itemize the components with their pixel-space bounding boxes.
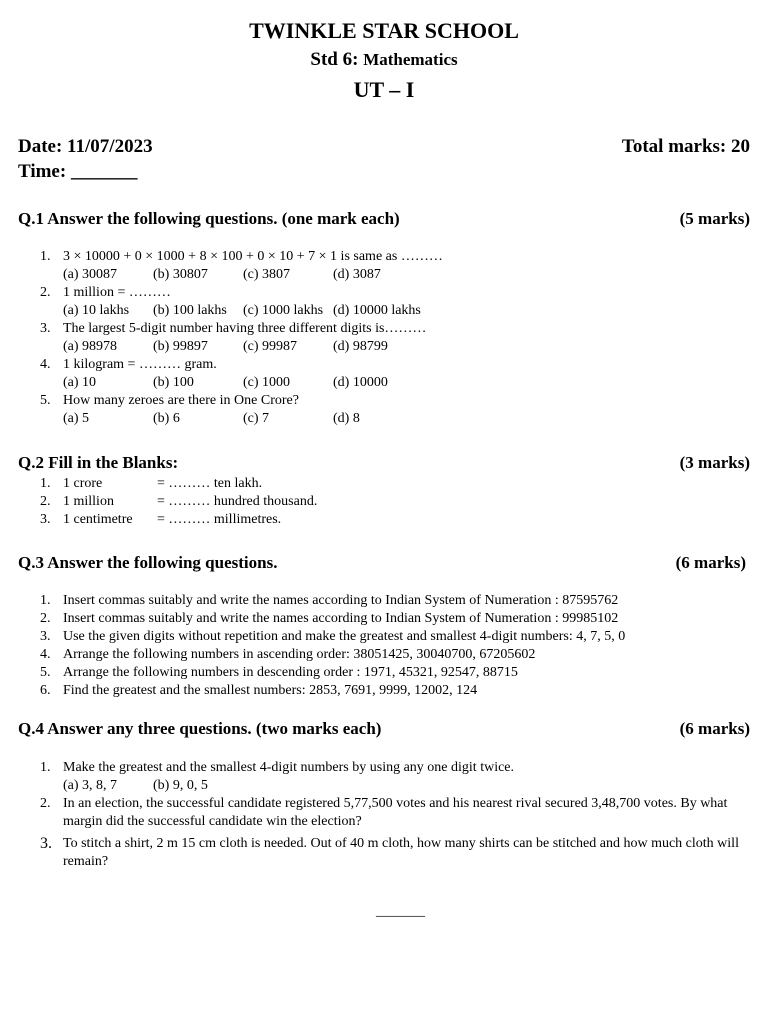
q3-list [18,592,625,700]
question-text: Insert commas suitably and write the names according to Indian System of Numeration : 87595762 [63,593,619,608]
q4-item-3 [18,835,763,871]
options-row [63,777,763,795]
question-text: To stitch a shirt, 2 m 15 cm cloth is needed. Out of 40 m cloth, how many shirts can be stitched and how much cloth will remain? [63,836,739,869]
item-number: 2. [40,611,51,626]
item-number: 2. [40,796,51,811]
option: (c) 99987 [243,339,298,354]
q4-list [18,759,763,871]
blank-text: = ……… ten lakh. [157,476,263,491]
question-text: Arrange the following numbers in descending order : 1971, 45321, 92547, 88715 [63,665,518,680]
option: (b) 30807 [153,267,208,282]
options-row [63,338,443,356]
q3-item-2 [18,610,625,628]
q1-heading [18,209,750,229]
item-number: 1. [40,476,51,491]
q2-item-3 [18,511,317,529]
option: (a) 5 [63,411,90,426]
q2-item-2 [18,493,317,511]
option: (a) 98978 [63,339,118,354]
q3-title: Q.3 Answer the following questions. [18,553,278,572]
subject-line [0,49,768,71]
option: (b) 9, 0, 5 [153,778,208,793]
item-number: 3. [40,629,51,644]
q2-item-1 [18,475,317,493]
question-text: Find the greatest and the smallest numbers: 2853, 7691, 9999, 12002, 124 [63,683,478,698]
option: (c) 3807 [243,267,291,282]
item-number: 4. [40,647,51,662]
question-text: In an election, the successful candidate registered 5,77,500 votes and his nearest rival secured 3,48,700 votes. By what margin did the successful candidate win the election? [63,796,728,829]
q2-marks: (3 marks) [679,453,750,472]
option: (b) 99897 [153,339,208,354]
options-row [63,302,443,320]
item-number: 3. [40,512,51,527]
end-line: _______ [376,904,425,919]
q3-marks: (6 marks) [675,553,746,572]
q4-item-2 [18,795,763,831]
total-marks: Total marks: 20 [621,136,750,157]
item-number: 1. [40,249,51,264]
q4-marks: (6 marks) [679,719,750,738]
option: (a) 30087 [63,267,118,282]
school-name: TWINKLE STAR SCHOOL [249,18,519,43]
question-text: Arrange the following numbers in ascending order: 38051425, 30040700, 67205602 [63,647,536,662]
std-label: Std 6: [310,49,359,70]
item-number: 5. [40,393,51,408]
option: (d) 3087 [333,267,381,282]
option: (c) 1000 [243,375,291,390]
question-text: 1 million = ……… [63,285,171,300]
q2-title: Q.2 Fill in the Blanks: [18,453,179,472]
option: (c) 7 [243,411,270,426]
item-number: 2. [40,285,51,300]
q2-list [18,475,317,529]
question-text: Use the given digits without repetition and make the greatest and smallest 4-digit numbers: 4, 7, 5, 0 [63,629,626,644]
item-number: 2. [40,494,51,509]
question-text: 1 kilogram = ……… gram. [63,357,217,372]
q3-item-5 [18,664,625,682]
option: (d) 10000 lakhs [333,303,421,318]
q1-list [18,248,443,428]
blank-term: 1 million [63,494,114,509]
item-number: 3. [40,321,51,336]
blank-term: 1 centimetre [63,512,133,527]
option: (b) 100 lakhs [153,303,227,318]
q4-item-1 [18,759,763,795]
blank-text: = ……… hundred thousand. [157,494,318,509]
q1-item-4 [18,356,443,392]
option: (d) 10000 [333,375,388,390]
q1-title: Q.1 Answer the following questions. (one mark each) [18,209,400,228]
option: (c) 1000 lakhs [243,303,324,318]
q3-heading [18,553,746,573]
q3-item-1 [18,592,625,610]
question-text: The largest 5-digit number having three different digits is……… [63,321,427,336]
item-number: 5. [40,665,51,680]
q4-heading [18,719,750,739]
blank-term: 1 crore [63,476,103,491]
option: (a) 10 lakhs [63,303,130,318]
option: (b) 100 [153,375,194,390]
option: (a) 10 [63,375,97,390]
question-text: How many zeroes are there in One Crore? [63,393,299,408]
option: (b) 6 [153,411,180,426]
item-number: 1. [40,593,51,608]
item-number: 1. [40,760,51,775]
exam-date: Date: 11/07/2023 [18,136,153,157]
exam-time: Time: _______ [18,161,138,182]
q1-marks: (5 marks) [679,209,750,228]
q3-item-6 [18,682,625,700]
item-number: 6. [40,683,51,698]
q3-item-3 [18,628,625,646]
blank-text: = ……… millimetres. [157,512,282,527]
item-number: 3. [40,835,52,852]
q1-item-2 [18,284,443,320]
options-row [63,266,443,284]
options-row [63,374,443,392]
question-text: Insert commas suitably and write the names according to Indian System of Numeration : 99985102 [63,611,619,626]
q1-item-1 [18,248,443,284]
item-number: 4. [40,357,51,372]
question-text: Make the greatest and the smallest 4-digit numbers by using any one digit twice. [63,760,515,775]
subject-label: Mathematics [363,50,458,69]
option: (d) 98799 [333,339,388,354]
option: (d) 8 [333,411,360,426]
q1-item-3 [18,320,443,356]
options-row [63,410,443,428]
q2-heading [18,453,750,473]
q1-item-5 [18,392,443,428]
q4-title: Q.4 Answer any three questions. (two marks each) [18,719,382,738]
option: (a) 3, 8, 7 [63,778,118,793]
test-name: UT – I [353,77,415,102]
q3-item-4 [18,646,625,664]
question-text: 3 × 10000 + 0 × 1000 + 8 × 100 + 0 × 10 + 7 × 1 is same as ……… [63,249,443,264]
